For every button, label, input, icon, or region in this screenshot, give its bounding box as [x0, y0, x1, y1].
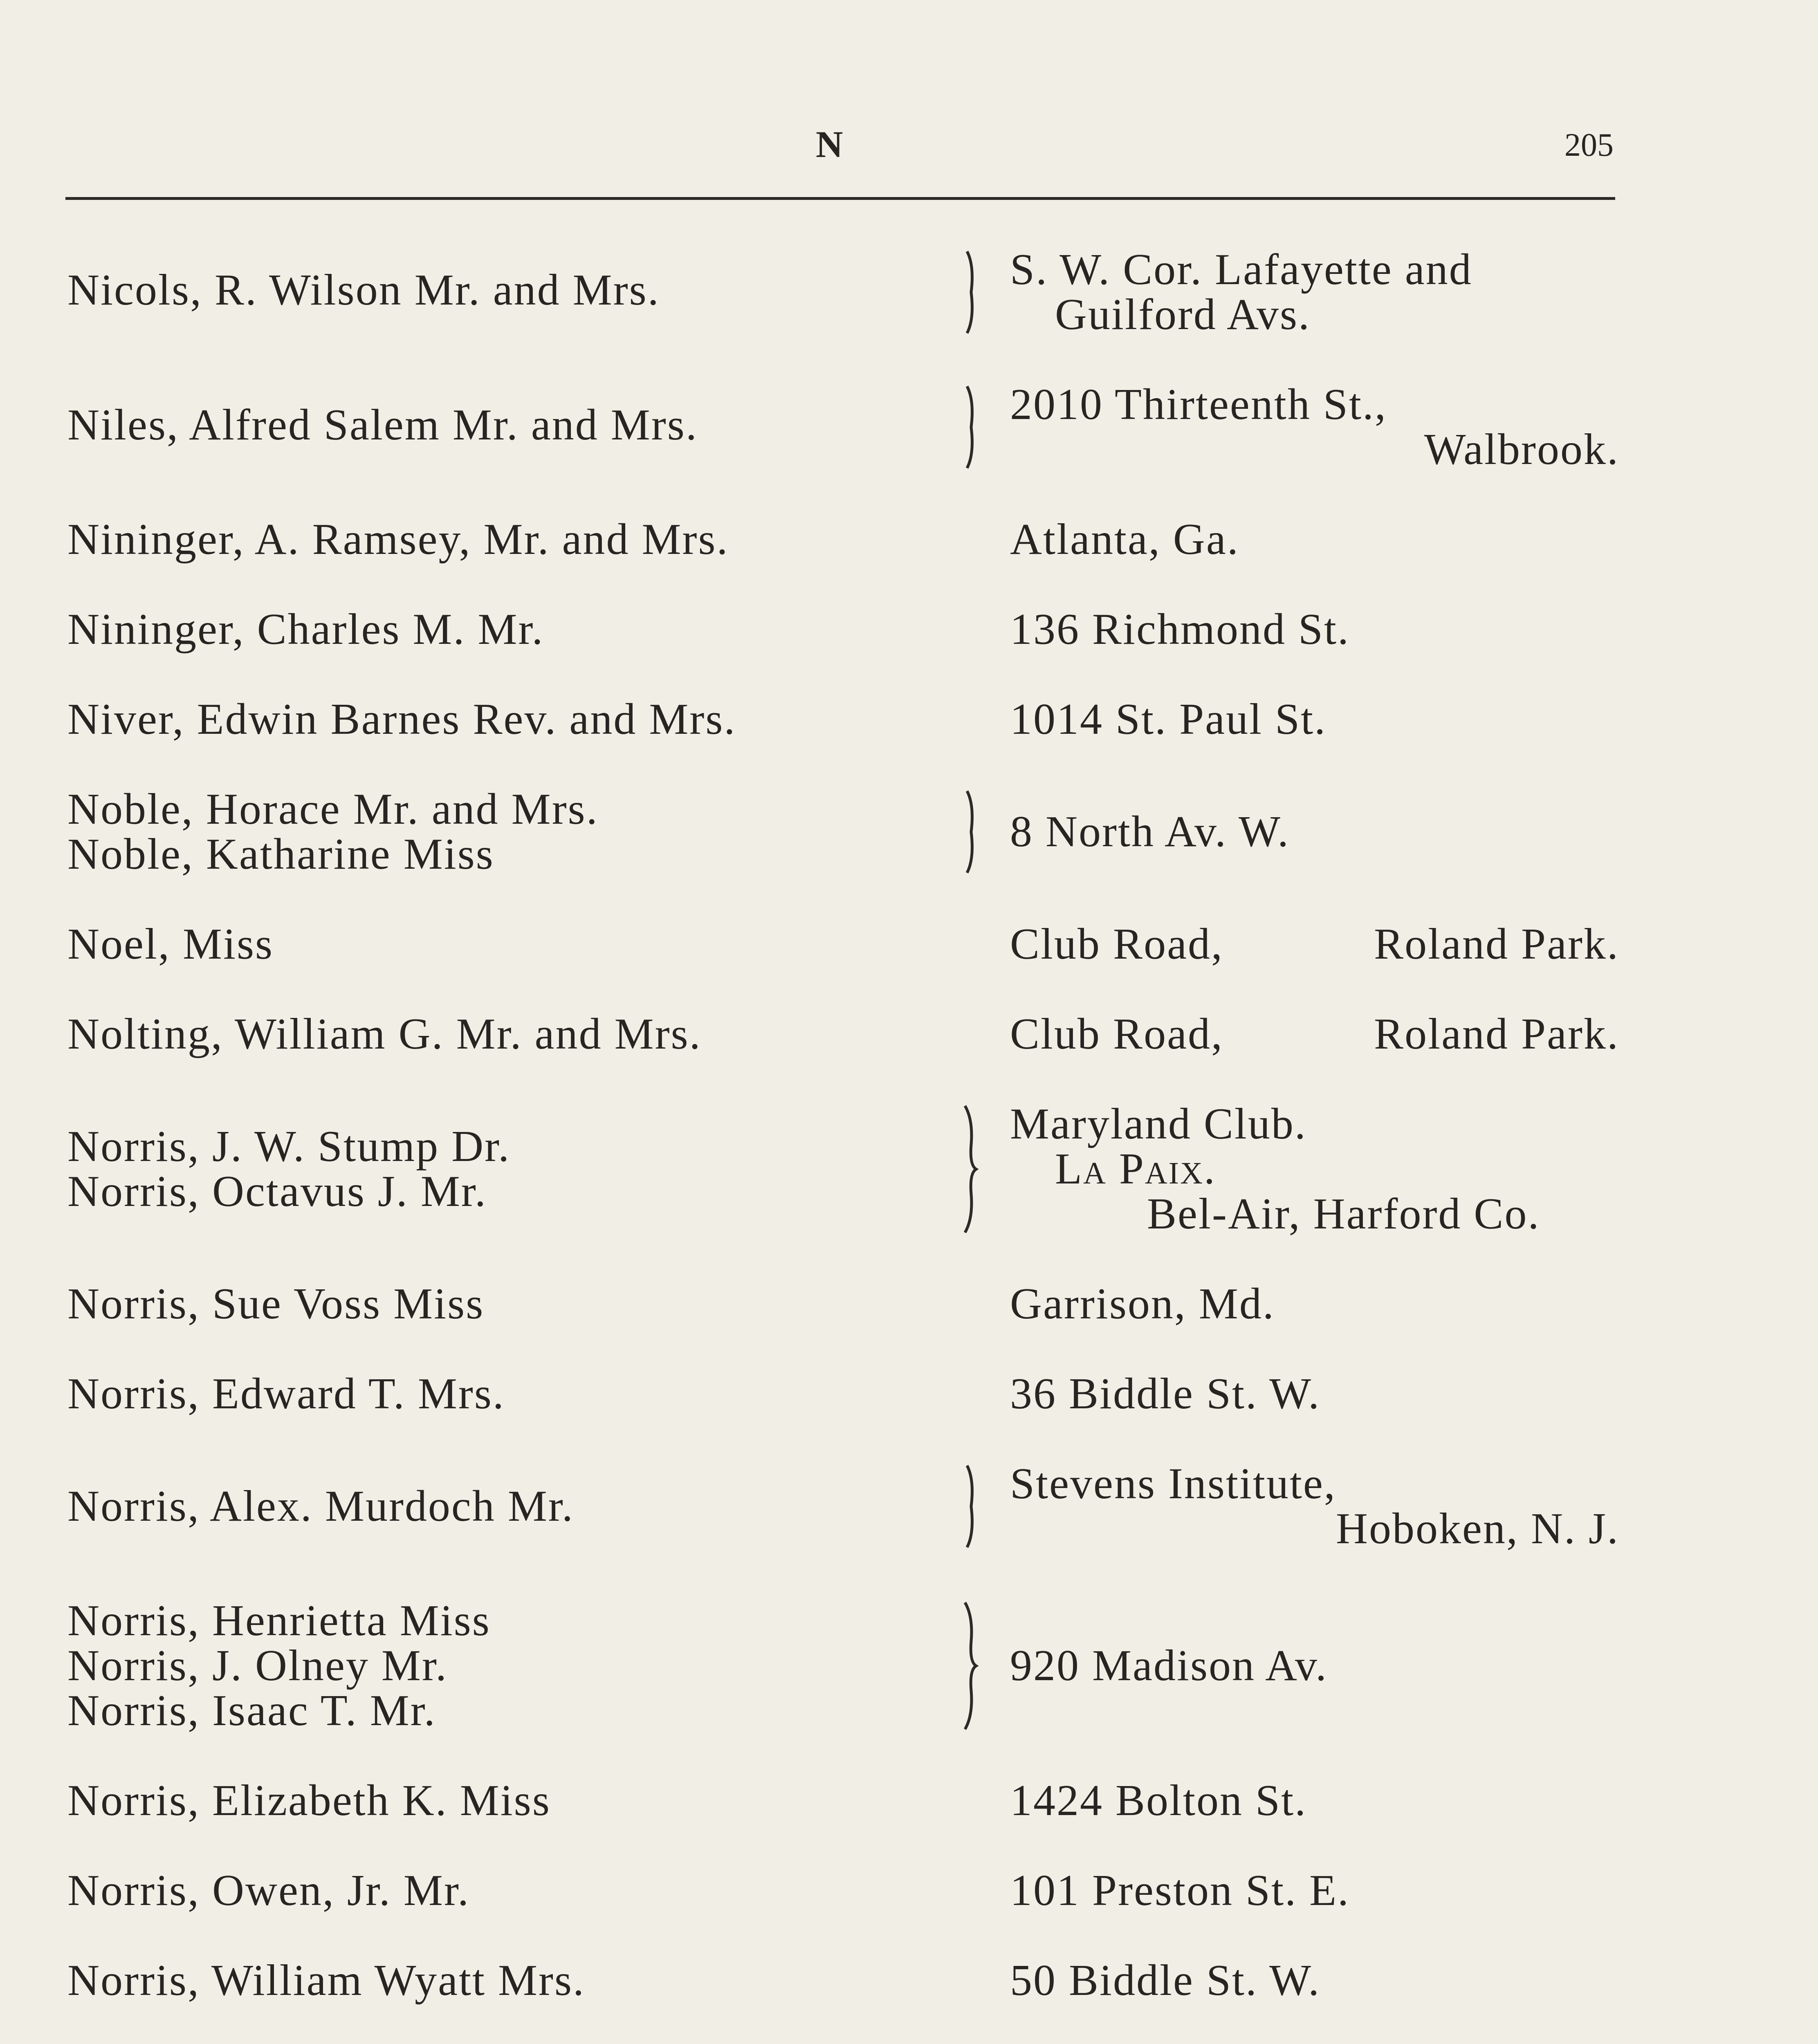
entry-names	[67, 1958, 585, 2003]
entry-name: Nolting, William G. Mr. and Mrs.	[67, 1010, 702, 1058]
bracket-divider	[955, 1104, 983, 1235]
bracket-divider	[955, 789, 983, 875]
entry-names	[67, 1484, 574, 1529]
entry-names	[67, 517, 729, 562]
entry-name: Norris, Owen, Jr. Mr.	[67, 1866, 470, 1915]
entry-address	[1010, 1643, 1619, 1688]
entry-address	[1010, 697, 1619, 742]
entry-names	[67, 922, 274, 967]
entry-name: Niles, Alfred Salem Mr. and Mrs.	[67, 401, 698, 449]
entry-names	[67, 1012, 702, 1057]
entry-name: Norris, J. Olney Mr.	[67, 1641, 448, 1690]
entry-address	[1010, 809, 1619, 854]
address-line: 101 Preston St. E.	[1010, 1866, 1350, 1915]
entry-name: Norris, Octavus J. Mr.	[67, 1167, 487, 1216]
bracket-divider	[955, 384, 983, 470]
bracket-divider	[955, 1464, 983, 1549]
section-letter: N	[816, 123, 846, 165]
address-line: Atlanta, Ga.	[1010, 515, 1239, 564]
entry-name: Norris, J. W. Stump Dr.	[67, 1122, 511, 1171]
entry-names	[67, 1124, 510, 1214]
address-line: La Paix.	[1055, 1145, 1216, 1193]
entry-names	[67, 1598, 491, 1733]
address-part: Roland Park.	[1374, 920, 1619, 968]
entry-address	[1010, 922, 1619, 967]
entry-name: Nicols, R. Wilson Mr. and Mrs.	[67, 266, 660, 314]
entry-name: Noel, Miss	[67, 920, 274, 968]
header-rule	[65, 197, 1615, 200]
address-line: 50 Biddle St. W.	[1010, 1956, 1321, 2005]
entry-address	[1010, 382, 1619, 472]
address-line: Maryland Club.	[1010, 1100, 1307, 1148]
entry-names	[67, 787, 599, 877]
address-part: Club Road,	[1010, 1010, 1224, 1058]
entry-address	[1010, 1461, 1619, 1551]
entry-names	[67, 1369, 505, 1418]
address-line: 1014 St. Paul St.	[1010, 695, 1327, 744]
address-line: Hoboken, N. J.	[1336, 1504, 1619, 1553]
entry-name: Norris, Elizabeth K. Miss	[67, 1776, 551, 1825]
address-line	[1010, 1012, 1619, 1057]
address-line: Guilford Avs.	[1055, 290, 1311, 339]
page-number: 205	[1564, 127, 1614, 163]
entry-name: Norris, Henrietta Miss	[67, 1596, 491, 1645]
address-line: S. W. Cor. Lafayette and	[1010, 245, 1472, 294]
entry-address	[1010, 1958, 1619, 2003]
entry-names	[67, 607, 544, 652]
address-part: Roland Park.	[1374, 1010, 1619, 1058]
entry-name: Niver, Edwin Barnes Rev. and Mrs.	[67, 695, 736, 744]
entry-address	[1010, 1369, 1619, 1418]
entry-address	[1010, 1012, 1619, 1057]
entry-name: Nininger, A. Ramsey, Mr. and Mrs.	[67, 515, 729, 564]
entry-name: Noble, Horace Mr. and Mrs.	[67, 785, 599, 834]
address-line: Walbrook.	[1424, 425, 1619, 474]
address-line: 8 North Av. W.	[1010, 807, 1290, 856]
address-line	[1010, 922, 1619, 967]
bracket-divider	[955, 249, 983, 335]
address-line: 136 Richmond St.	[1010, 605, 1350, 654]
entry-name: Norris, Alex. Murdoch Mr.	[67, 1482, 574, 1531]
entry-address	[1010, 1868, 1619, 1913]
entry-address	[1010, 1778, 1619, 1823]
entry-names	[67, 1282, 484, 1327]
entry-names	[67, 1778, 551, 1823]
entry-names	[67, 268, 660, 313]
entry-name: Norris, Edward T. Mrs.	[67, 1369, 505, 1418]
entry-address	[1010, 1282, 1619, 1327]
address-part: Club Road,	[1010, 920, 1224, 968]
address-line: 1424 Bolton St.	[1010, 1776, 1307, 1825]
address-line: Bel-Air, Harford Co.	[1147, 1190, 1540, 1238]
address-line: Stevens Institute,	[1010, 1459, 1336, 1508]
entry-name: Nininger, Charles M. Mr.	[67, 605, 544, 654]
address-line: 920 Madison Av.	[1010, 1641, 1328, 1690]
entry-address	[1010, 1102, 1619, 1237]
entry-names	[67, 697, 736, 742]
entry-address	[1010, 247, 1619, 337]
entry-address	[1010, 517, 1619, 562]
entry-address	[1010, 607, 1619, 652]
entry-name: Norris, Isaac T. Mr.	[67, 1686, 436, 1735]
address-line: 36 Biddle St. W.	[1010, 1369, 1321, 1418]
entry-name: Norris, Sue Voss Miss	[67, 1280, 485, 1328]
entry-names	[67, 403, 698, 448]
entry-name: Noble, Katharine Miss	[67, 830, 494, 879]
bracket-divider	[955, 1600, 983, 1731]
entry-name: Norris, William Wyatt Mrs.	[67, 1956, 586, 2005]
address-line: Garrison, Md.	[1010, 1280, 1275, 1328]
address-line: 2010 Thirteenth St.,	[1010, 380, 1387, 429]
entry-names	[67, 1868, 470, 1913]
